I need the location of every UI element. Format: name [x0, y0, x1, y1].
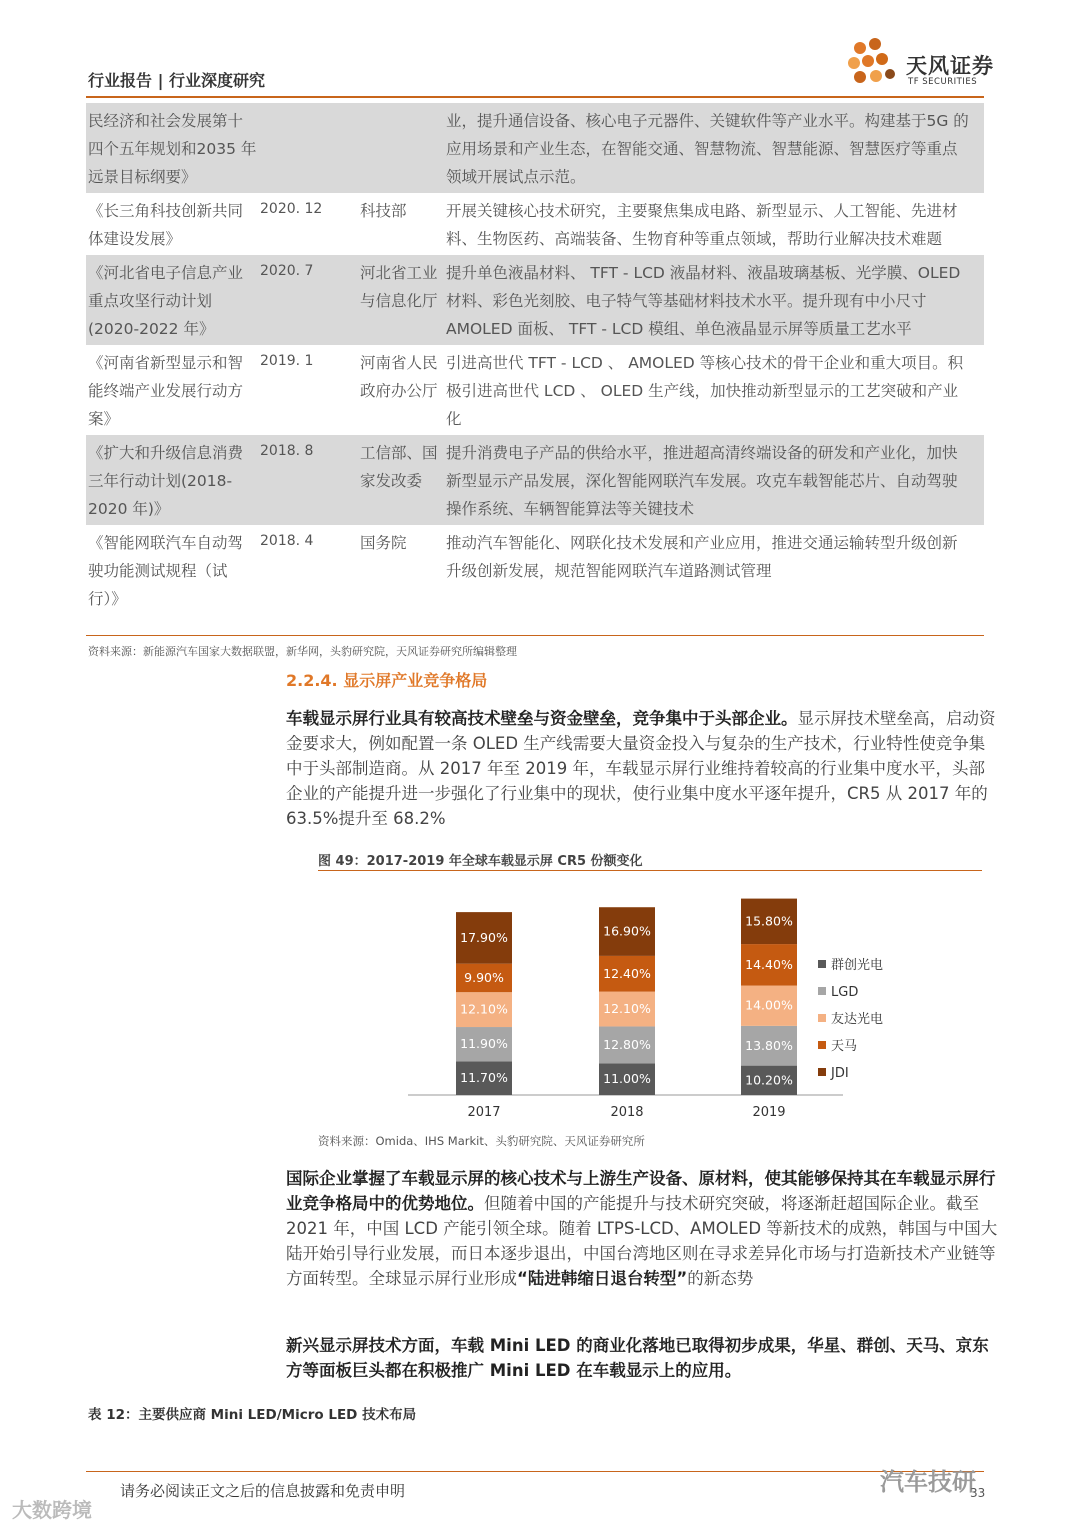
policy-date	[260, 103, 360, 193]
policy-name: 《智能网联汽车自动驾驶功能测试规程（试行）》	[88, 534, 244, 608]
figure-source: 资料来源：Omida、IHS Markit、头豹研究院、天风证券研究所	[318, 1134, 645, 1148]
data-label: 15.80%	[745, 913, 793, 929]
report-category: 行业报告 | 行业深度研究	[88, 71, 265, 90]
policy-date: 2018. 4	[260, 533, 314, 549]
x-tick-label: 2017	[467, 1105, 501, 1120]
policy-date: 2020. 12	[260, 201, 323, 217]
table-bottom-rule	[86, 635, 984, 636]
policy-content: 引进高世代 TFT - LCD 、 AMOLED 等核心技术的骨干企业和重大项目。积极引进高世代 LCD 、 OLED 生产线，加快推动新型显示的工艺突破和产业化	[446, 354, 964, 428]
data-label: 13.80%	[745, 1037, 793, 1053]
paragraph-2-emphasis: “陆进韩缩日退台转型”	[517, 1269, 688, 1288]
data-label: 14.00%	[745, 997, 793, 1013]
figure-title: 图 49：2017-2019 年全球车载显示屏 CR5 份额变化	[318, 854, 643, 869]
policy-content: 提升消费电子产品的供给水平，推进超高清终端设备的研发和产业化，加快新型显示产品发展，深化智能网联汽车发展。攻克车载智能芯片、自动驾驶操作系统、车辆智能算法等关键技术	[446, 435, 984, 525]
section-title: 2.2.4. 显示屏产业竞争格局	[286, 671, 488, 690]
logo-english: TF SECURITIES	[908, 77, 978, 87]
policy-content: 开展关键核心技术研究，主要聚焦集成电路、新型显示、人工智能、先进材料、生物医药、高端装备、生物育种等重点领域，帮助行业解决技术难题	[446, 202, 958, 248]
table-row	[86, 255, 984, 345]
table-row	[86, 525, 984, 615]
table-row	[86, 435, 984, 525]
policy-date: 2019. 1	[260, 353, 314, 369]
table-row	[86, 103, 984, 193]
policy-date: 2020. 7	[260, 255, 360, 345]
legend-label: JDI	[831, 1066, 849, 1081]
footer-rule	[86, 1471, 984, 1472]
policy-dept: 河南省人民政府办公厅	[360, 354, 438, 400]
page-number: 33	[970, 1486, 986, 1500]
paragraph-2-tail: 的新态势	[687, 1269, 754, 1288]
legend-label: 友达光电	[831, 1012, 884, 1027]
data-label: 17.90%	[460, 929, 508, 945]
data-label: 14.40%	[745, 956, 793, 972]
data-label: 9.90%	[464, 969, 504, 985]
policy-date: 2018. 8	[260, 435, 360, 525]
x-tick-label: 2019	[752, 1105, 786, 1120]
paragraph-3-lead: 新兴显示屏技术方面，车载 Mini LED 的商业化落地已取得初步成果，华星、群创、天马、京东方等面板巨头都在积极推广 Mini LED 在车载显示上的应用。	[286, 1336, 989, 1380]
paragraph-2	[286, 1166, 998, 1291]
policy-content: 业，提升通信设备、核心电子元器件、关键软件等产业水平。构建基于5G 的应用场景和产业生态，在智能交通、智慧物流、智慧能源、智慧医疗等重点领域开展试点示范。	[446, 103, 984, 193]
paragraph-3	[286, 1333, 998, 1383]
table-row	[86, 193, 984, 255]
paragraph-1	[286, 706, 998, 831]
policy-name: 《扩大和升级信息消费三年行动计划(2018-2020 年)》	[86, 435, 260, 525]
data-label: 11.00%	[603, 1071, 651, 1087]
policy-name: 《长三角科技创新共同体建设发展》	[88, 202, 244, 248]
logo-name: 天风证券	[906, 54, 994, 78]
policy-dept: 河北省工业与信息化厅	[360, 255, 446, 345]
legend-swatch	[818, 987, 826, 995]
data-label: 11.70%	[460, 1070, 508, 1086]
legend-swatch	[818, 960, 826, 968]
policy-name: 民经济和社会发展第十四个五年规划和2035 年远景目标纲要》	[86, 103, 260, 193]
policy-dept	[360, 103, 446, 193]
paragraph-2-lead: 国际企业掌握了车载显示屏的核心技术与上游生产设备、原材料，使其能够保持其在车载显示屏行业竞争格局中的优势地位。	[286, 1169, 996, 1213]
paragraph-1-lead: 车载显示屏行业具有较高技术壁垒与资金壁垒，竞争集中于头部企业。	[286, 709, 798, 728]
legend-label: 群创光电	[831, 958, 884, 973]
legend-swatch	[818, 1041, 826, 1049]
policy-dept: 工信部、国家发改委	[360, 435, 446, 525]
data-label: 12.10%	[460, 1001, 508, 1017]
legend-swatch	[818, 1068, 826, 1076]
policy-name: 《河北省电子信息产业重点攻坚行动计划(2020-2022 年》	[86, 255, 260, 345]
watermark-left: 大数跨境	[12, 1498, 92, 1522]
legend-swatch	[818, 1014, 826, 1022]
policy-dept: 国务院	[360, 534, 407, 552]
paragraph-1-body: 显示屏技术壁垒高，启动资金要求大，例如配置一条 OLED 生产线需要大量资金投入与复杂的生产技术，行业特性使竞争集中于头部制造商。从 2017 年至 2019 年，车载显示屏行业维持着较高的行业集中度水平，头部企业的产能提升进一步强化了行业集中的现状，使行业集中度水平逐年提升，CR5 从 2017 年的 63.5%提升至 68.2%	[286, 709, 996, 828]
policy-table	[86, 103, 984, 615]
data-label: 11.90%	[460, 1036, 508, 1052]
policy-content: 提升单色液晶材料、 TFT - LCD 液晶材料、液晶玻璃基板、光学膜、OLED 材料、彩色光刻胶、电子特气等基础材料技术水平。提升现有中小尺寸 AMOLED 面板、 TFT - LCD 模组、单色液晶显示屏等质量工艺水平	[446, 255, 984, 345]
legend-label: LGD	[831, 985, 859, 1000]
policy-content: 推动汽车智能化、网联化技术发展和产业应用，推进交通运输转型升级创新升级创新发展，规范智能网联汽车道路测试管理	[446, 534, 958, 580]
table-12-title: 表 12：主要供应商 Mini LED/Micro LED 技术布局	[88, 1407, 417, 1423]
data-label: 12.10%	[603, 1001, 651, 1017]
header-rule	[86, 96, 984, 98]
paragraph-2-body: 但随着中国的产能提升与技术研究突破，将逐渐赶超国际企业。截至 2021 年，中国 LCD 产能引领全球。随着 LTPS-LCD、AMOLED 等新技术的成熟，韩国与中国大陆开始引导行业发展，而日本逐步退出，中国台湾地区则在寻求差异化市场与打造新技术产业链等方面转型。全球显示屏行业形成	[286, 1194, 998, 1288]
footer-disclaimer: 请务必阅读正文之后的信息披露和免责申明	[120, 1482, 406, 1500]
legend-label: 天马	[831, 1039, 858, 1054]
stacked-bar-chart	[318, 875, 982, 1130]
policy-name: 《河南省新型显示和智能终端产业发展行动方案》	[88, 354, 244, 428]
data-label: 12.80%	[603, 1036, 651, 1052]
figure-rule	[318, 870, 982, 871]
data-label: 10.20%	[745, 1072, 793, 1088]
data-label: 12.40%	[603, 965, 651, 981]
policy-dept: 科技部	[360, 202, 407, 220]
table-row	[86, 345, 984, 435]
x-tick-label: 2018	[610, 1105, 644, 1120]
data-label: 16.90%	[603, 923, 651, 939]
watermark-right: 汽车技研	[880, 1468, 976, 1496]
table-source: 资料来源：新能源汽车国家大数据联盟，新华网，头豹研究院，天风证券研究所编辑整理	[88, 645, 517, 658]
